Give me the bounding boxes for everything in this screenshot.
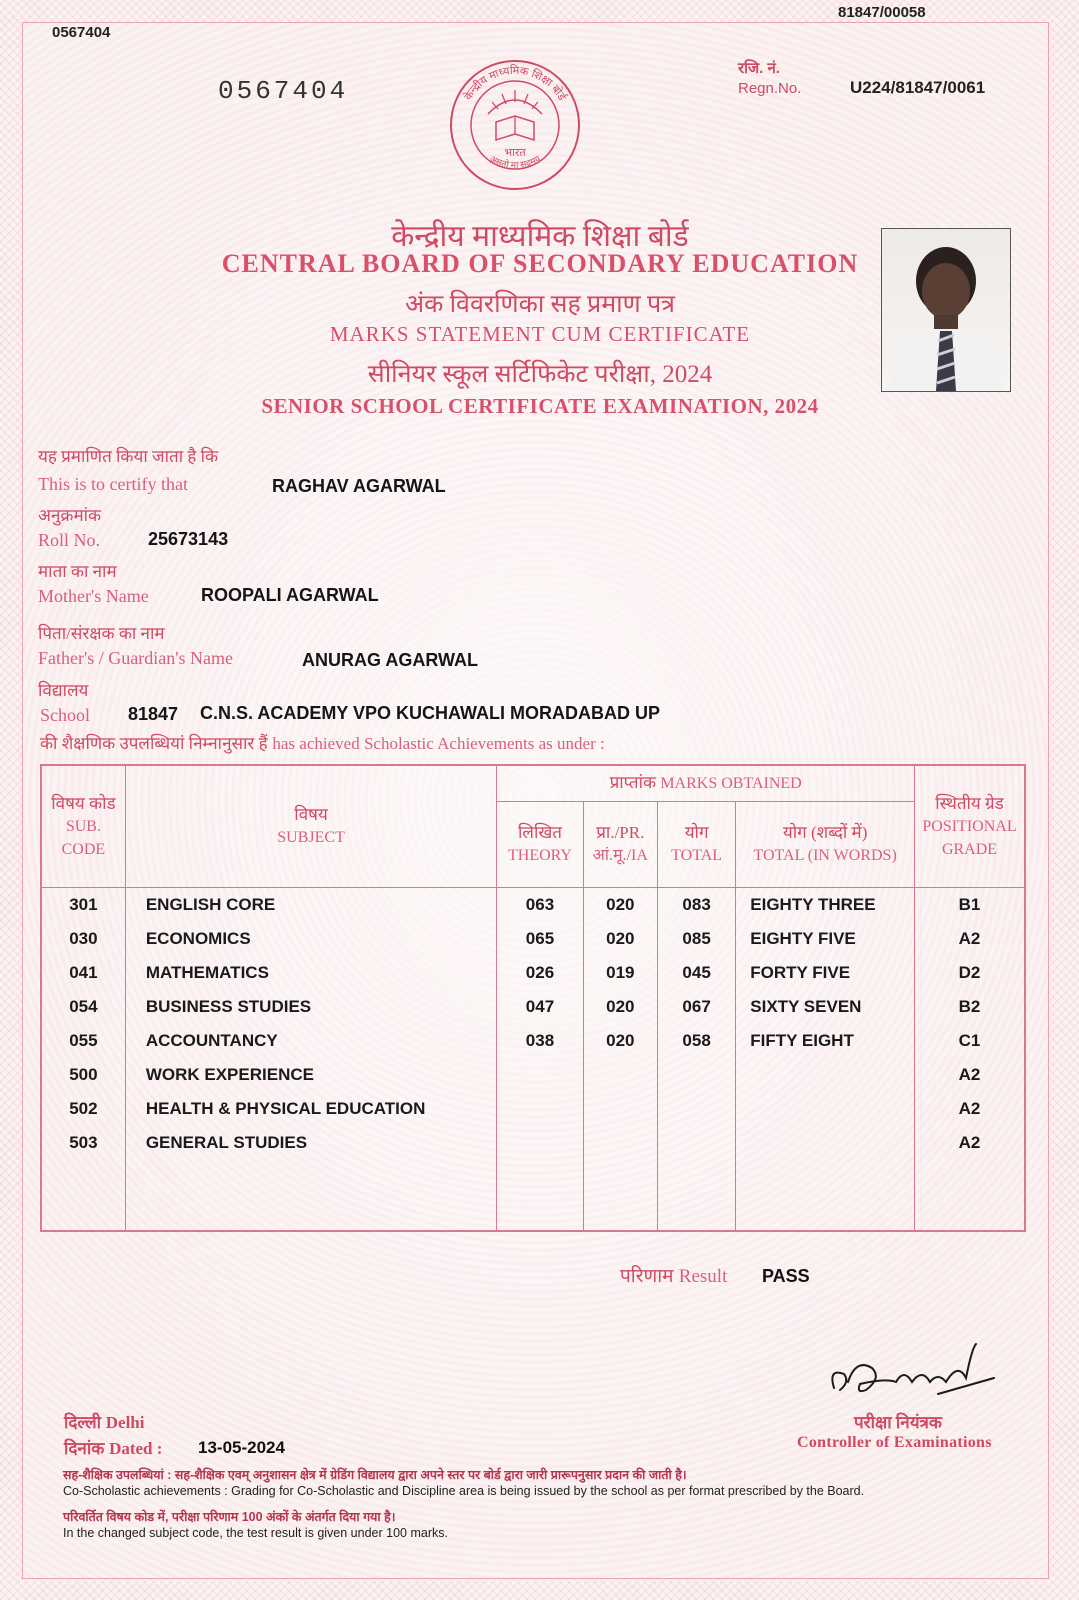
school-label-hindi: विद्यालय [38, 681, 89, 700]
positional-grade: B2 [915, 990, 1025, 1024]
table-row [41, 922, 1025, 956]
place-label: दिल्ली Delhi [64, 1413, 145, 1432]
table-row [41, 1024, 1025, 1058]
header-practical: प्रा./PR. आं.मू./IA [583, 801, 657, 887]
regn-label-hindi: रजि. नं. [738, 60, 780, 77]
school-code: 81847 [128, 704, 179, 724]
note-coscholastic: Co-Scholastic achievements : Grading for Co-Scholastic and Discipline area is being issued by the school as per format prescribed by the Board. [63, 1484, 865, 1498]
mother-label: Mother's Name [38, 586, 149, 606]
total-in-words: SIXTY SEVEN [736, 990, 915, 1024]
table-row [41, 990, 1025, 1024]
candidate-name: RAGHAV AGARWAL [272, 476, 446, 496]
controller-label: Controller of Examinations [797, 1434, 992, 1451]
emblem-text-top: केन्द्रीय माध्यमिक शिक्षा बोर्ड [462, 64, 568, 103]
theory-marks: 047 [497, 990, 583, 1024]
sub-code: 041 [41, 956, 125, 990]
document-title: MARKS STATEMENT CUM CERTIFICATE [329, 322, 751, 346]
sub-code: 054 [41, 990, 125, 1024]
emblem-motto: असतो मा सद्गमय [488, 153, 543, 171]
practical-marks [583, 1058, 657, 1092]
header-total: योग TOTAL [657, 801, 735, 887]
header-total-words: योग (शब्दों में) TOTAL (IN WORDS) [736, 801, 915, 887]
subject-name: WORK EXPERIENCE [125, 1058, 496, 1092]
subject-name: ACCOUNTANCY [125, 1024, 496, 1058]
achievements-intro-hindi: की शैक्षणिक उपलब्धियां निम्नानुसार हैं [40, 734, 268, 753]
total-marks: 058 [657, 1024, 735, 1058]
regn-label: Regn.No. [738, 80, 802, 97]
theory-marks: 065 [497, 922, 583, 956]
practical-marks: 020 [583, 922, 657, 956]
cbse-emblem-icon [446, 56, 584, 194]
total-marks [657, 1092, 735, 1126]
theory-marks [497, 1092, 583, 1126]
total-in-words [736, 1092, 915, 1126]
header-subject: विषय SUBJECT [125, 765, 496, 887]
board-title-hindi: केन्द्रीय माध्यमिक शिक्षा बोर्ड [391, 220, 689, 253]
theory-marks [497, 1126, 583, 1160]
total-marks: 045 [657, 956, 735, 990]
certify-label: This is to certify that [38, 474, 188, 494]
total-marks [657, 1058, 735, 1092]
table-row [41, 887, 1025, 922]
exam-title: SENIOR SCHOOL CERTIFICATE EXAMINATION, 2024 [261, 394, 819, 418]
mother-label-hindi: माता का नाम [38, 562, 117, 581]
document-title-hindi: अंक विवरणिका सह प्रमाण पत्र [405, 291, 675, 318]
positional-grade: A2 [915, 922, 1025, 956]
total-in-words: EIGHTY FIVE [736, 922, 915, 956]
father-label: Father's / Guardian's Name [38, 648, 233, 668]
header-theory: लिखित THEORY [497, 801, 583, 887]
positional-grade: B1 [915, 887, 1025, 922]
father-name: ANURAG AGARWAL [302, 650, 478, 670]
total-marks: 085 [657, 922, 735, 956]
result-label: परिणाम Result [620, 1266, 728, 1287]
board-title: CENTRAL BOARD OF SECONDARY EDUCATION [221, 249, 859, 278]
total-in-words: EIGHTY THREE [736, 887, 915, 922]
regn-number: U224/81847/0061 [850, 78, 986, 97]
date-value: 13-05-2024 [198, 1438, 285, 1457]
corner-reference: 81847/00058 [838, 4, 926, 21]
certify-label-hindi: यह प्रमाणित किया जाता है कि [38, 447, 219, 466]
note-coscholastic-hindi: सह-शैक्षिक उपलब्धियां : सह-शैक्षिक एवम् अनुशासन क्षेत्र में ग्रेडिंग विद्यालय द्वारा अपने स्तर पर बोर्ड द्वारा जारी प्रारूपनुसार प्रदान की जाती है। [63, 1468, 687, 1482]
serial-number: 0567404 [218, 76, 349, 106]
exam-title-hindi: सीनियर स्कूल सर्टिफिकेट परीक्षा, 2024 [367, 361, 713, 388]
total-in-words: FORTY FIVE [736, 956, 915, 990]
sub-code: 502 [41, 1092, 125, 1126]
positional-grade: D2 [915, 956, 1025, 990]
note-changed-code-hindi: परिवर्तित विषय कोड में, परीक्षा परिणाम 100 अंकों के अंतर्गत दिया गया है। [63, 1510, 396, 1524]
table-row [41, 1126, 1025, 1160]
sub-code: 500 [41, 1058, 125, 1092]
school-name: C.N.S. ACADEMY VPO KUCHAWALI MORADABAD UP [200, 703, 661, 723]
positional-grade: A2 [915, 1126, 1025, 1160]
controller-signature [826, 1338, 1001, 1408]
positional-grade: A2 [915, 1058, 1025, 1092]
subject-name: BUSINESS STUDIES [125, 990, 496, 1024]
roll-label-hindi: अनुक्रमांक [38, 506, 102, 525]
roll-label: Roll No. [38, 530, 101, 550]
practical-marks [583, 1126, 657, 1160]
sub-code: 503 [41, 1126, 125, 1160]
theory-marks: 063 [497, 887, 583, 922]
practical-marks: 020 [583, 887, 657, 922]
note-changed-code: In the changed subject code, the test result is given under 100 marks. [63, 1526, 448, 1540]
school-label: School [40, 705, 91, 725]
subject-name: ENGLISH CORE [125, 887, 496, 922]
mother-name: ROOPALI AGARWAL [201, 585, 379, 605]
total-in-words [736, 1126, 915, 1160]
header-marks-obtained: प्राप्तांक MARKS OBTAINED [497, 765, 915, 801]
sub-code: 301 [41, 887, 125, 922]
practical-marks: 020 [583, 1024, 657, 1058]
emblem-text-bottom: भारत [504, 147, 526, 159]
subject-name: MATHEMATICS [125, 956, 496, 990]
result-value: PASS [762, 1266, 810, 1286]
marks-table [40, 764, 1026, 1232]
positional-grade: A2 [915, 1092, 1025, 1126]
practical-marks: 019 [583, 956, 657, 990]
header-positional-grade: स्थितीय ग्रेड POSITIONAL GRADE [915, 765, 1025, 887]
achievements-intro [40, 731, 605, 754]
father-label-hindi: पिता/संरक्षक का नाम [38, 624, 165, 643]
achievements-intro-english: has achieved Scholastic Achievements as under : [272, 734, 605, 753]
sub-code: 055 [41, 1024, 125, 1058]
subject-name: HEALTH & PHYSICAL EDUCATION [125, 1092, 496, 1126]
total-in-words [736, 1058, 915, 1092]
date-label: दिनांक Dated : [64, 1439, 163, 1458]
table-spacer-row [41, 1160, 1025, 1232]
roll-number: 25673143 [148, 529, 229, 549]
total-marks: 067 [657, 990, 735, 1024]
candidate-photo [881, 228, 1011, 392]
subject-name: ECONOMICS [125, 922, 496, 956]
theory-marks: 026 [497, 956, 583, 990]
corner-number: 0567404 [52, 24, 111, 41]
total-marks [657, 1126, 735, 1160]
sub-code: 030 [41, 922, 125, 956]
subject-name: GENERAL STUDIES [125, 1126, 496, 1160]
positional-grade: C1 [915, 1024, 1025, 1058]
table-row [41, 956, 1025, 990]
practical-marks [583, 1092, 657, 1126]
controller-label-hindi: परीक्षा नियंत्रक [854, 1413, 942, 1432]
practical-marks: 020 [583, 990, 657, 1024]
theory-marks: 038 [497, 1024, 583, 1058]
total-in-words: FIFTY EIGHT [736, 1024, 915, 1058]
theory-marks [497, 1058, 583, 1092]
header-sub-code: विषय कोड SUB. CODE [41, 765, 125, 887]
table-row [41, 1058, 1025, 1092]
table-row [41, 1092, 1025, 1126]
total-marks: 083 [657, 887, 735, 922]
